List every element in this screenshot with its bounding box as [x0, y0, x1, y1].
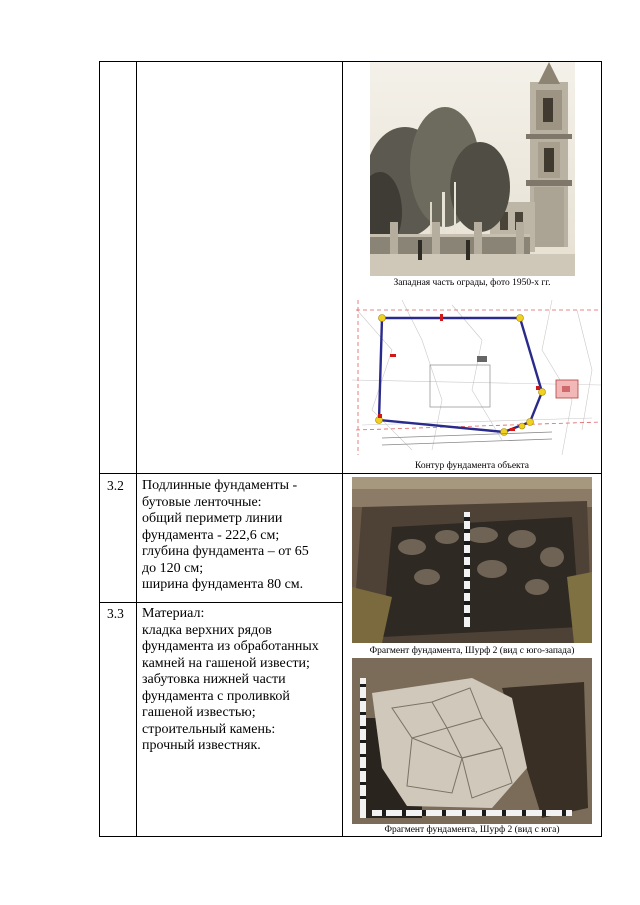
excavation-photo-southwest: [352, 477, 592, 643]
column-divider-1: [136, 61, 137, 837]
archive-photo-graphic: [370, 62, 575, 276]
column-divider-2: [342, 61, 343, 837]
table-left-border: [99, 61, 100, 837]
table-bottom-border: [99, 836, 602, 837]
row-number-3-3: 3.3: [107, 606, 124, 621]
foundation-photo-south: [352, 658, 592, 824]
excavation-photo-graphic: [352, 477, 592, 643]
row-divider-1: [99, 473, 602, 474]
row-number-3-2: 3.2: [107, 478, 124, 493]
archive-photo-caption: Западная часть ограды, фото 1950-х гг.: [393, 278, 551, 288]
foundation-photo-south-caption: Фрагмент фундамента, Шурф 2 (вид с юга): [384, 825, 560, 835]
table-right-border: [601, 61, 602, 837]
row-description-3-2: Подлинные фундаменты - бутовые ленточные: общий периметр линии фундамента - 222,6 см; глубина фундамента – от 65 до 120 см; ширина фундамента 80 см.: [142, 478, 309, 592]
archive-photo-west-fence: [370, 62, 575, 276]
site-plan-map: [352, 290, 601, 460]
excavation-photo-southwest-caption: Фрагмент фундамента, Шурф 2 (вид с юго-запада): [369, 646, 575, 656]
site-plan-caption: Контур фундамента объекта: [414, 461, 530, 471]
row-description-3-3: Материал: кладка верхних рядов фундамента из обработанных камней на гашеной извести; забутовка нижней части фундамента с проливкой гашеной известью; строительный камень: прочный известняк.: [142, 606, 319, 753]
foundation-photo-graphic: [352, 658, 592, 824]
site-plan-graphic: [352, 290, 601, 460]
